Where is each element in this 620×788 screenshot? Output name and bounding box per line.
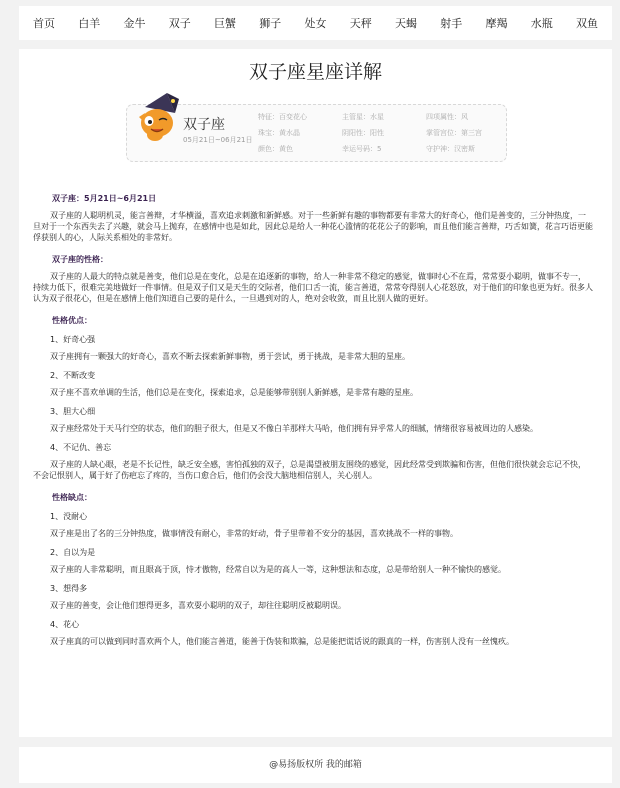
attr-gem: 珠宝：黄水晶 <box>258 129 300 137</box>
section-heading-weaknesses: 性格缺点： <box>52 493 92 502</box>
attr-trait: 特征：百变花心 <box>258 113 307 121</box>
nav-aries[interactable]: 白羊 <box>78 17 101 30</box>
weakness-title: 1、没耐心 <box>50 512 88 521</box>
section-heading-dates: 双子座：5月21日~6月21日 <box>52 194 157 203</box>
attr-ruling-planet: 主管星：水星 <box>342 113 384 121</box>
page-title: 双子座星座详解 <box>248 61 382 83</box>
intro-paragraph: 双子座的人聪明机灵，能言善辩，才华横溢，喜欢追求刺激和新鲜感。对于一些新鲜有趣的事物都要有非常大的好奇心，他们是善变的，三分钟热度，一旦对于一个东西失去了兴趣，就会马上抛弃，在感情中也是如此，因此总是给人一种花心滥情的花花公子的影响，而且他们能言善辩，巧舌如簧，花言巧语更能俘获别人的心，人际关系相处的非常好。 <box>33 211 593 242</box>
sign-dates: 05月21日~06月21日 <box>183 136 253 144</box>
sign-name: 双子座 <box>183 117 225 133</box>
nav-aquarius[interactable]: 水瓶 <box>530 17 553 30</box>
nav-capricorn[interactable]: 摩羯 <box>485 17 508 30</box>
article-content <box>33 193 593 647</box>
strength-paragraph: 双子座拥有一颗强大的好奇心，喜欢不断去探索新鲜事物，勇于尝试，勇于挑战，是非常大胆的星座。 <box>50 352 410 361</box>
nav-sagittarius[interactable]: 射手 <box>440 17 463 30</box>
strength-title: 4、不记仇、善忘 <box>50 443 112 452</box>
weakness-paragraph: 双子座是出了名的三分钟热度，做事情没有耐心，非常的好动，骨子里带着不安分的基因，喜欢挑战不一样的事物。 <box>50 529 458 538</box>
weakness-paragraph: 双子座的人非常聪明，而且眼高于顶，恃才傲物，经常自以为是的高人一等，这种想法和态度，总是带给别人一种不愉快的感觉。 <box>50 565 506 574</box>
strength-paragraph: 双子座的人缺心眼，老是不长记性，缺乏安全感，害怕孤独的双子，总是渴望被朋友围绕的感觉，因此经常受到欺骗和伤害，但他们很快就会忘记不快，不会记恨别人，属于好了伤疤忘了疼的，当伤口愈合后，他们仍会没大脑地相信别人，关心别人。 <box>33 460 586 480</box>
strength-title: 2、不断改变 <box>50 371 96 380</box>
top-nav <box>19 6 612 40</box>
section-heading-strengths: 性格优点： <box>52 316 92 325</box>
strength-paragraph: 双子座经常处于天马行空的状态，他们的胆子很大，但是又不像白羊那样大马哈，他们拥有异乎常人的细腻，情绪很容易被周边的人感染。 <box>50 424 538 433</box>
attr-polarity: 阴阳性：阳性 <box>342 129 384 137</box>
footer: @易扬版权所 我的邮箱 <box>19 747 612 783</box>
attr-color: 颜色：黄色 <box>258 145 293 153</box>
weakness-title: 3、想得多 <box>50 584 88 593</box>
strength-title: 3、胆大心细 <box>50 407 96 416</box>
strength-paragraph: 双子座不喜欢单调的生活，他们总是在变化，探索追求，总是能够带别别人新鲜感，是非常有趣的星座。 <box>50 388 418 397</box>
weakness-paragraph: 双子座真的可以做到同时喜欢两个人，他们能言善道，能善于伪装和欺骗，总是能把谎话说的跟真的一样，伤害别人没有一丝愧疚。 <box>50 637 514 646</box>
nav-scorpio[interactable]: 天蝎 <box>395 17 417 30</box>
nav-taurus[interactable]: 金牛 <box>123 17 146 30</box>
nav-gemini[interactable]: 双子 <box>168 17 191 30</box>
strength-title: 1、好奇心强 <box>50 335 96 344</box>
attr-element: 四项属性：风 <box>426 113 468 121</box>
gemini-mascot-icon <box>135 91 185 143</box>
weakness-title: 2、自以为是 <box>50 548 96 557</box>
attr-lucky-number: 幸运号码：5 <box>342 145 382 153</box>
sign-attributes <box>258 112 498 154</box>
sign-info-card <box>126 104 507 162</box>
nav-virgo[interactable]: 处女 <box>304 17 327 30</box>
section-heading-personality: 双子座的性格： <box>52 255 108 264</box>
nav-libra[interactable]: 天秤 <box>349 17 372 30</box>
weakness-paragraph: 双子座的善变，会让他们想得更多，喜欢耍小聪明的双子，却往往聪明反被聪明误。 <box>50 601 346 610</box>
nav-cancer[interactable]: 巨蟹 <box>214 17 236 30</box>
personality-paragraph: 双子座的人最大的特点就是善变，他们总是在变化，总是在追逐新的事物，给人一种非常不稳定的感觉，做事时心不在焉，常常耍小聪明，做事不专一，持续力低下，很难完美地做好一件事情。但是双子们又是天生的交际者，他们口舌一流，能言善道，常常夸得别人心花怒放，对于他们的印象也更为好。很多人认为双子很花心，但是在感情上他们知道自己要的是什么，一旦遇到对的人，绝对会收敛，而且比别人做的更好。 <box>33 272 593 303</box>
nav-home[interactable]: 首页 <box>33 17 55 30</box>
main-panel <box>19 49 612 737</box>
nav-leo[interactable]: 狮子 <box>259 17 282 30</box>
nav-pisces[interactable]: 双鱼 <box>576 17 598 30</box>
attr-guardian: 守护神：汉密斯 <box>426 145 475 153</box>
weakness-title: 4、花心 <box>50 620 80 629</box>
attr-house: 掌管宫位：第三宫 <box>426 129 482 137</box>
